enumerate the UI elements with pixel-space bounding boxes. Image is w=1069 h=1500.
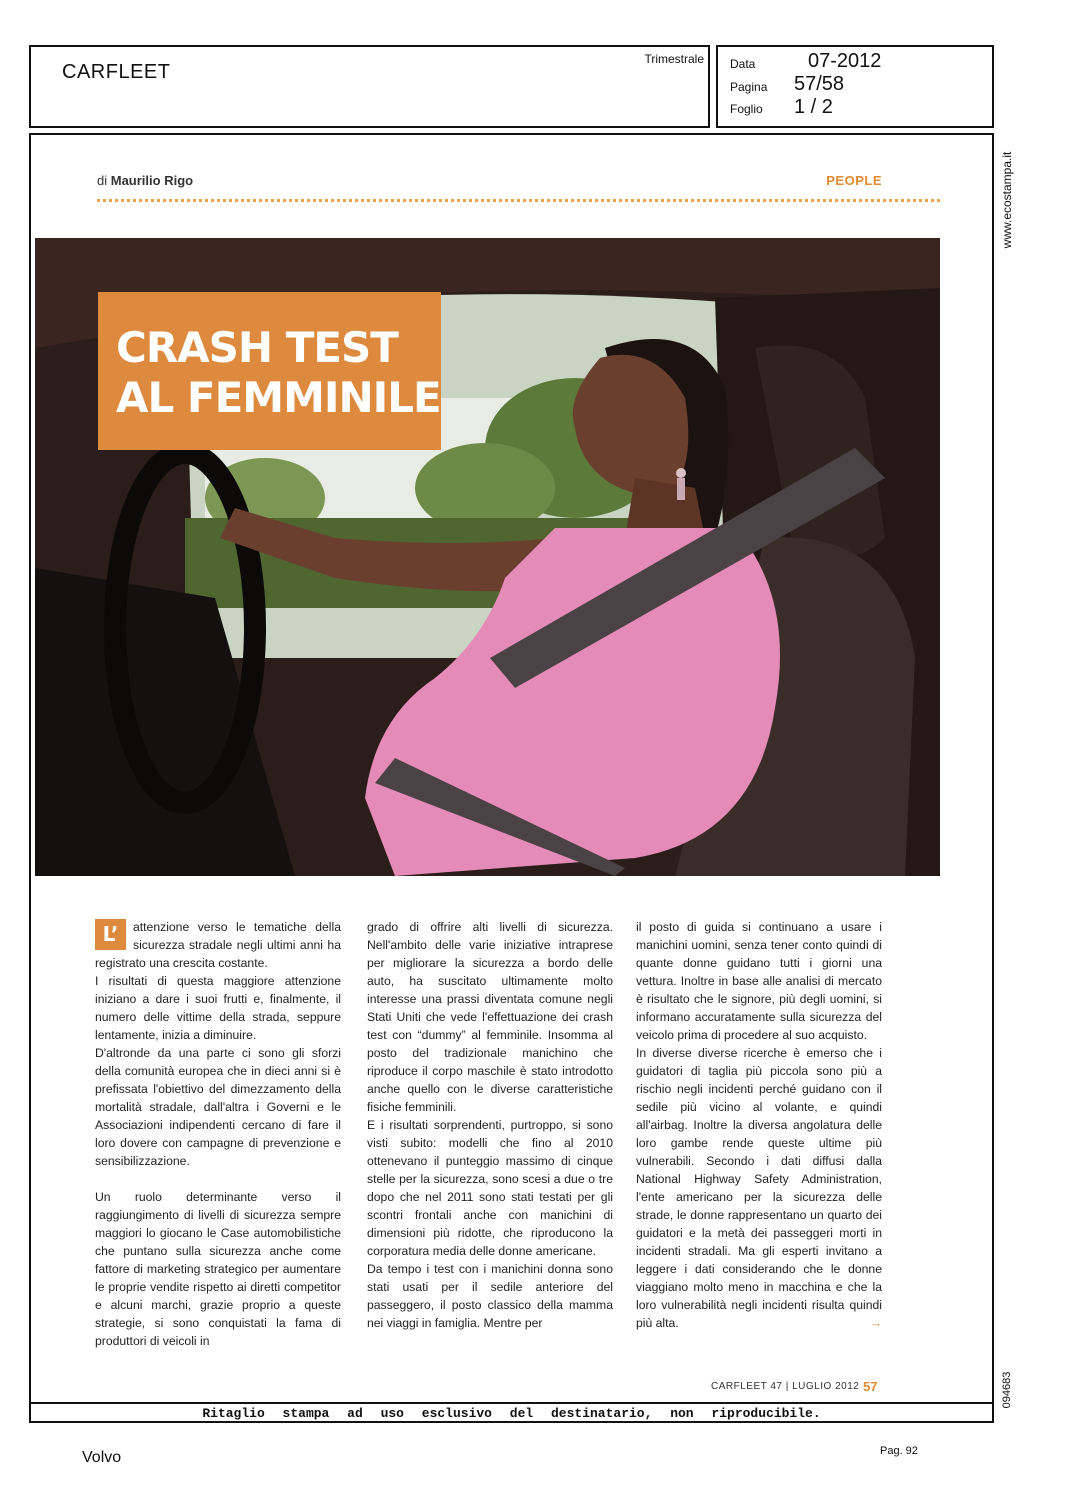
folio-page-number: 57 [863,1379,878,1394]
author-name: Maurilio Rigo [110,173,194,188]
copyright-notice: Ritaglio stampa ad uso esclusivo del destinatario, non riproducibile. [202,1406,821,1421]
sheet-label: Foglio [730,102,763,116]
publication-frequency: Trimestrale [644,52,704,66]
headline-line1: CRASH TEST [116,323,398,372]
continue-arrow-icon: → [869,1316,882,1330]
side-url [998,150,1016,250]
dotted-divider [97,199,940,202]
header-info-box [716,45,994,128]
text-column-3 [636,918,882,1332]
notice-divider [29,1402,994,1404]
paragraph: Un ruolo determinante verso il raggiungimento di livelli di sicurezza sempre maggiori lo giocano le Case automobilistiche che puntano sulla sicurezza anche come fattore di marketing strategico per aumentare le proprie vendite rispetto ai diretti competitor e alcuni marchi, grazie proprio a queste strategie, si sono conquistati la fama di produttori di veicoli in [95,1190,341,1348]
paragraph: il posto di guida si continuano a usare i manichini uomini, senza tener conto quindi di quante donne guidano tutti i giorni una vettura. Inoltre in base alle analisi di mercato è risultato che le signore, più degli uomini, si informano accuratamente sulla sicurezza del veicolo prima di procedere al suo acquisto. [636,920,882,1042]
paragraph-spacer [95,1170,341,1188]
section-label: PEOPLE [826,173,882,188]
side-url-text: www.ecostampa.it [1000,151,1014,249]
byline [97,173,193,188]
byline-prefix: di [97,173,108,188]
paragraph: D'altronde da una parte ci sono gli sforzi della comunità europea che in dieci anni si è prefissata l'obiettivo del dimezzamento della mortalità stradale, dall'altra i Governi e le Associazioni indipendenti cercano di fare il loro dovere con campagne di prevenzione e sensibilizzazione. [95,1046,341,1168]
text-column-2 [367,918,613,1332]
footer-client: Volvo [82,1449,122,1466]
date-label: Data [730,57,756,71]
drop-cap: L’ [95,919,126,950]
header-publication-box [29,45,710,128]
page-value: 57/58 [794,73,845,95]
paragraph: grado di offrire alti livelli di sicurezza. Nell'ambito delle varie iniziative intraprese per migliorare la sicurezza a bordo delle auto, ha suscitato ultimamente molto interesse una prassi diventata comune negli Stati Uniti che vede l'effettuazione dei crash test con “dummy” al femminile. Insomma al posto del tradizionale manichino che riproduce il corpo maschile è stato introdotto anche quello con le diverse caratteristiche fisiche femminili. [367,920,613,1114]
footer-page: Pag. 92 [880,1445,918,1457]
text-column-1 [95,918,341,1350]
paragraph-text: In diverse diverse ricerche è emerso che i guidatori di taglia più piccola sono più a rischio negli incidenti perché guidano con il sedile più vicino al volante, e quindi all'airbag. Inoltre la diversa angolatura delle loro gambe rende queste ultime più vulnerabili. Secondo i dati diffusi dalla National Highway Safety Administration, l'ente americano per la sicurezza delle strade, le donne rappresentano un quarto dei guidatori e la metà dei passeggeri morti in incidenti stradali. Ma gli esperti invitano a leggere i dati considerando che le donne viaggiano molto meno in macchina e che la loro vulnerabilità negli incidenti risulta quindi più alta. [636,1046,882,1330]
page-label: Pagina [730,80,768,94]
headline-box [98,292,441,450]
paragraph: E i risultati sorprendenti, purtroppo, si sono visti subito: modelli che fino al 2010 ottenevano il punteggio massimo di cinque stelle per la sicurezza, sono scesi a due o tre dopo che nel 2011 sono stati testati per gli scontri frontali anche con manichini di dimensioni più ridotte, che riproducono la corporatura media delle donne americane. [367,1118,613,1258]
paragraph: Da tempo i test con i manichini donna sono stati usati per il sedile anteriore del passeggero, il posto classico della mamma nei viaggi in famiglia. Mentre per [367,1262,613,1330]
paragraph: attenzione verso le tematiche della sicurezza stradale negli ultimi anni ha registrato una crescita costante. [95,920,341,970]
paragraph [636,1044,882,1332]
paragraph: I risultati di questa maggiore attenzione iniziano a dare i suoi frutti e, finalmente, il numero delle vittime della strada, seppure lentamente, inizia a diminuire. [95,974,341,1042]
side-code-text: 094683 [1001,1371,1013,1409]
date-value: 07-2012 [808,50,882,72]
publication-name: CARFLEET [62,61,171,83]
folio-text: CARFLEET 47 | LUGLIO 2012 [711,1381,860,1392]
side-code [998,1365,1016,1415]
sheet-value: 1 / 2 [794,96,833,118]
headline-line2: AL FEMMINILE [116,373,441,422]
